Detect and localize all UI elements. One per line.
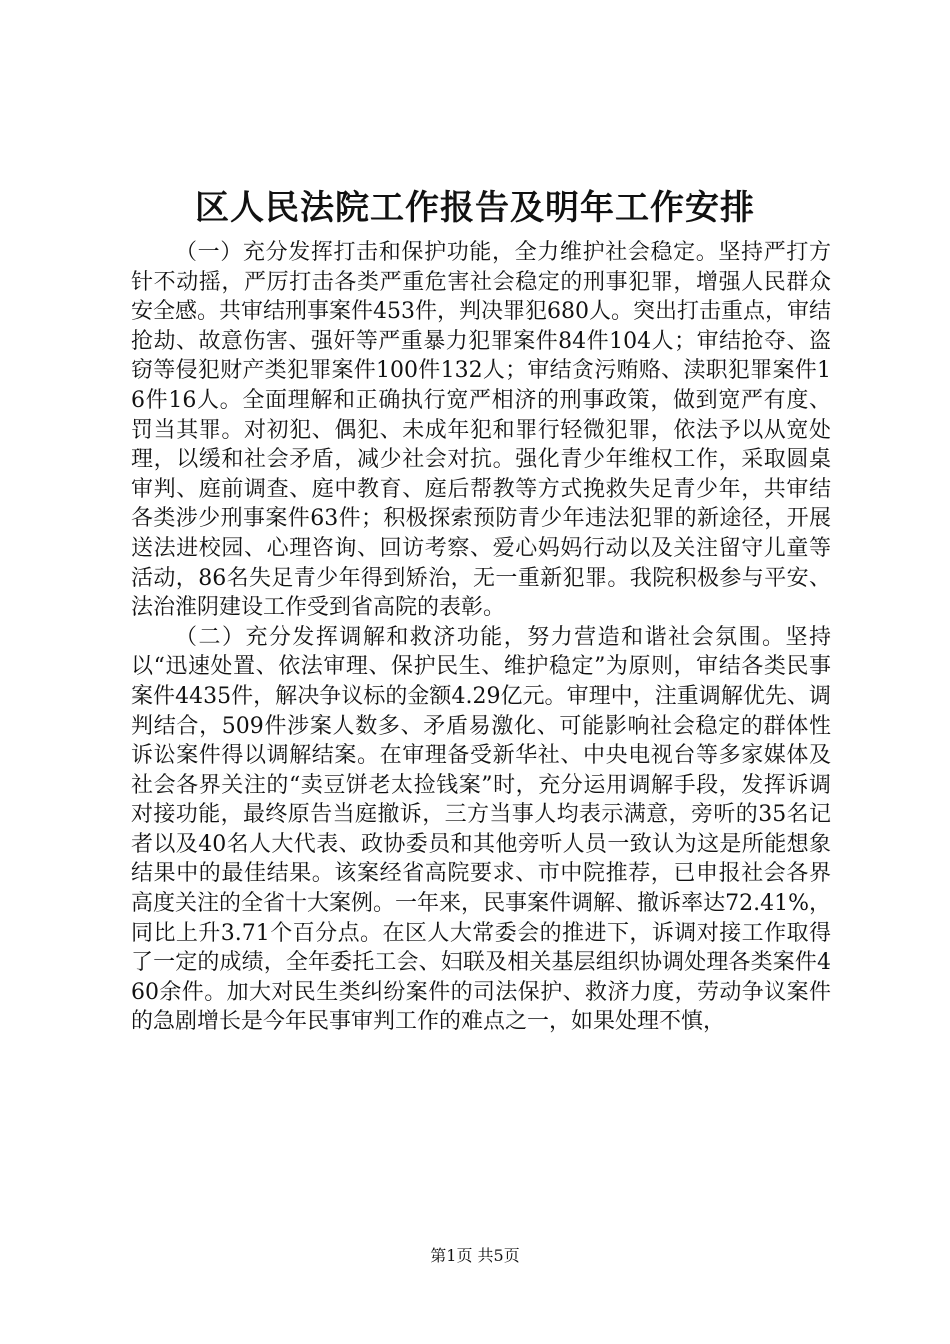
- paragraph-1: （一）充分发挥打击和保护功能，全力维护社会稳定。坚持严打方针不动摇，严厉打击各类严重危害社会稳定的刑事犯罪，增强人民群众安全感。共审结刑事案件453件，判决罪犯680人。突出打击重点，审结抢劫、故意伤害、强奸等严重暴力犯罪案件84件104人；审结抢夺、盗窃等侵犯财产类犯罪案件100件132人；审结贪污贿赂、渎职犯罪案件16件16人。全面理解和正确执行宽严相济的刑事政策，做到宽严有度、罚当其罪。对初犯、偶犯、未成年犯和罪行轻微犯罪，依法予以从宽处理，以缓和社会矛盾，减少社会对抗。强化青少年维权工作，采取圆桌审判、庭前调查、庭中教育、庭后帮教等方式挽救失足青少年，共审结各类涉少刑事案件63件；积极探索预防青少年违法犯罪的新途径，开展送法进校园、心理咨询、回访考察、爱心妈妈行动以及关注留守儿童等活动，86名失足青少年得到矫治，无一重新犯罪。我院积极参与平安、法治淮阴建设工作受到省高院的表彰。: [131, 240, 831, 621]
- paragraph-2: （二）充分发挥调解和救济功能，努力营造和谐社会氛围。坚持以“迅速处置、依法审理、保护民生、维护稳定”为原则，审结各类民事案件4435件，解决争议标的金额4.29亿元。审理中，注重调解优先、调判结合，509件涉案人数多、矛盾易激化、可能影响社会稳定的群体性诉讼案件得以调解结案。在审理备受新华社、中央电视台等多家媒体及社会各界关注的“卖豆饼老太捡钱案”时，充分运用调解手段，发挥诉调对接功能，最终原告当庭撤诉，三方当事人均表示满意，旁听的35名记者以及40名人大代表、政协委员和其他旁听人员一致认为这是所能想象结果中的最佳结果。该案经省高院要求、市中院推荐，已申报社会各界高度关注的全省十大案例。一年来，民事案件调解、撤诉率达72.41%，同比上升3.71个百分点。在区人大常委会的推进下，诉调对接工作取得了一定的成绩，全年委托工会、妇联及相关基层组织协调处理各类案件460余件。加大对民生类纠纷案件的司法保护、救济力度，劳动争议案件的急剧增长是今年民事审判工作的难点之一，如果处理不慎，: [131, 624, 831, 1035]
- document-body: [131, 238, 831, 1037]
- document-title: 区人民法院工作报告及明年工作安排: [195, 188, 755, 228]
- page-number-footer: 第1页 共5页: [430, 1246, 520, 1265]
